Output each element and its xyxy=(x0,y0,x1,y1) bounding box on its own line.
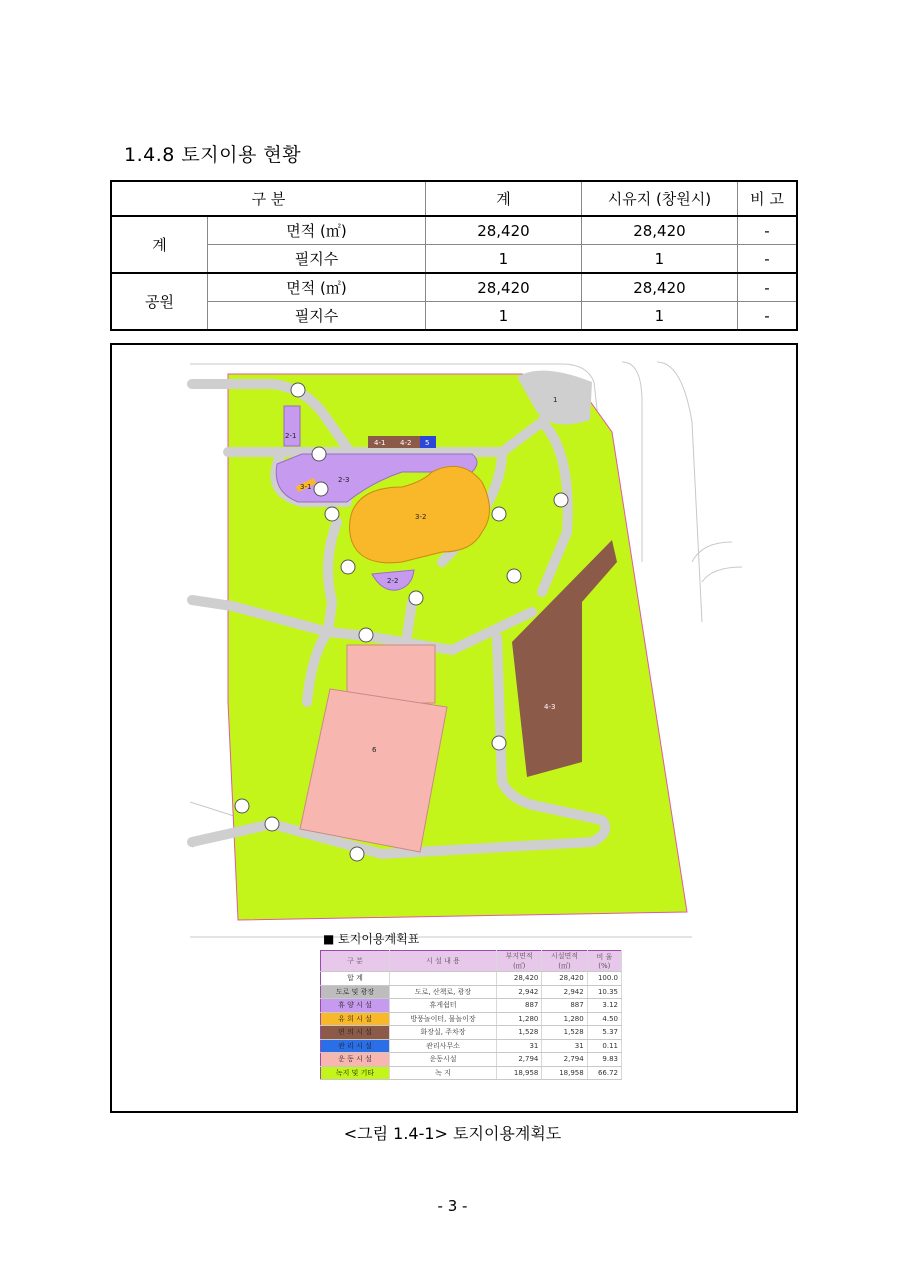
rest-marker-icon xyxy=(325,507,339,521)
rest-marker-icon xyxy=(314,482,328,496)
rest-marker-icon xyxy=(492,736,506,750)
legend-row xyxy=(321,1012,622,1026)
legend-facility-area: 1,528 xyxy=(542,1026,587,1040)
zone-2-1 xyxy=(284,406,300,446)
rest-marker-icon xyxy=(312,447,326,461)
cell-note: - xyxy=(737,245,797,274)
rest-marker-icon xyxy=(341,560,355,574)
zone-label: 2-1 xyxy=(285,432,297,440)
legend-category: 휴 양 시 설 xyxy=(321,999,390,1013)
legend-row xyxy=(321,1026,622,1040)
legend-ratio: 100.0 xyxy=(587,972,621,986)
legend-site-area: 18,958 xyxy=(497,1066,542,1080)
table-header-row xyxy=(111,181,797,216)
table-row xyxy=(111,273,797,302)
legend-description: 화장실, 주차장 xyxy=(390,1026,497,1040)
legend-ratio: 66.72 xyxy=(587,1066,621,1080)
rest-marker-icon xyxy=(492,507,506,521)
zone-label: 2-3 xyxy=(338,476,350,484)
legend-row xyxy=(321,999,622,1013)
row-label: 면적 (㎡) xyxy=(208,216,426,245)
table-row xyxy=(111,216,797,245)
legend-header: 시설면적(㎡) xyxy=(542,951,587,972)
land-use-table xyxy=(110,180,798,331)
legend-ratio: 3.12 xyxy=(587,999,621,1013)
row-label: 필지수 xyxy=(208,302,426,331)
header-city-land: 시유지 (창원시) xyxy=(581,181,737,216)
legend-ratio: 10.35 xyxy=(587,985,621,999)
legend-ratio: 9.83 xyxy=(587,1053,621,1067)
figure-caption: <그림 1.4-1> 토지이용계획도 xyxy=(343,1124,562,1143)
legend-header: 비 율(%) xyxy=(587,951,621,972)
header-total: 계 xyxy=(425,181,581,216)
legend-site-area: 887 xyxy=(497,999,542,1013)
legend-facility-area: 31 xyxy=(542,1039,587,1053)
cell-note: - xyxy=(737,216,797,245)
zone-label: 2-2 xyxy=(387,577,399,585)
legend-category: 편 의 시 설 xyxy=(321,1026,390,1040)
legend-category: 합 계 xyxy=(321,972,390,986)
row-label: 필지수 xyxy=(208,245,426,274)
legend-ratio: 0.11 xyxy=(587,1039,621,1053)
cell-total: 1 xyxy=(425,245,581,274)
legend-header: 부지면적(㎡) xyxy=(497,951,542,972)
legend-site-area: 2,794 xyxy=(497,1053,542,1067)
legend-row xyxy=(321,1066,622,1080)
legend-site-area: 1,528 xyxy=(497,1026,542,1040)
legend-description: 방풍놀이터, 물놀이장 xyxy=(390,1012,497,1026)
header-note: 비 고 xyxy=(737,181,797,216)
rest-marker-icon xyxy=(265,817,279,831)
table-row xyxy=(111,302,797,331)
legend-header: 구 분 xyxy=(321,951,390,972)
section-heading: 1.4.8 토지이용 현황 xyxy=(124,144,302,166)
legend-category: 관 리 시 설 xyxy=(321,1039,390,1053)
legend-body xyxy=(321,972,622,1080)
zone-label: 6 xyxy=(372,746,377,754)
rest-marker-icon xyxy=(409,591,423,605)
group-label: 공원 xyxy=(111,273,208,330)
rest-marker-icon xyxy=(350,847,364,861)
legend-facility-area: 28,420 xyxy=(542,972,587,986)
rest-marker-icon xyxy=(291,383,305,397)
land-use-plan-legend-table xyxy=(320,950,622,1080)
legend-title: ■ 토지이용계획표 xyxy=(323,932,420,946)
rest-marker-icon xyxy=(507,569,521,583)
zone-label: 3-1 xyxy=(300,483,312,491)
legend-row xyxy=(321,1053,622,1067)
legend-description: 녹 지 xyxy=(390,1066,497,1080)
legend-row xyxy=(321,1039,622,1053)
zone-label: 5 xyxy=(425,439,430,447)
zone-label: 1 xyxy=(553,396,558,404)
cell-city: 28,420 xyxy=(581,216,737,245)
row-label: 면적 (㎡) xyxy=(208,273,426,302)
cell-total: 28,420 xyxy=(425,273,581,302)
page-number: - 3 - xyxy=(437,1197,468,1215)
legend-ratio: 5.37 xyxy=(587,1026,621,1040)
legend-category: 도로 및 광장 xyxy=(321,985,390,999)
legend-description: 휴게쉼터 xyxy=(390,999,497,1013)
legend-category: 운 동 시 설 xyxy=(321,1053,390,1067)
legend-site-area: 28,420 xyxy=(497,972,542,986)
table-row xyxy=(111,245,797,274)
cell-city: 1 xyxy=(581,302,737,331)
legend-facility-area: 18,958 xyxy=(542,1066,587,1080)
group-label: 계 xyxy=(111,216,208,273)
legend-site-area: 2,942 xyxy=(497,985,542,999)
cell-city: 1 xyxy=(581,245,737,274)
cell-total: 1 xyxy=(425,302,581,331)
legend-description: 운동시설 xyxy=(390,1053,497,1067)
rest-marker-icon xyxy=(554,493,568,507)
legend-facility-area: 1,280 xyxy=(542,1012,587,1026)
legend-description: 도로, 산책로, 광장 xyxy=(390,985,497,999)
legend-row xyxy=(321,972,622,986)
legend-site-area: 31 xyxy=(497,1039,542,1053)
zone-label: 4-1 xyxy=(374,439,386,447)
cell-city: 28,420 xyxy=(581,273,737,302)
legend-category: 유 희 시 설 xyxy=(321,1012,390,1026)
legend-ratio: 4.50 xyxy=(587,1012,621,1026)
legend-facility-area: 2,942 xyxy=(542,985,587,999)
zone-label: 4-3 xyxy=(544,703,556,711)
legend-header: 시 설 내 용 xyxy=(390,951,497,972)
legend-description xyxy=(390,972,497,986)
legend-site-area: 1,280 xyxy=(497,1012,542,1026)
legend-facility-area: 887 xyxy=(542,999,587,1013)
cell-note: - xyxy=(737,273,797,302)
legend-row xyxy=(321,985,622,999)
legend-header-row xyxy=(321,951,622,972)
rest-marker-icon xyxy=(235,799,249,813)
header-category: 구 분 xyxy=(111,181,425,216)
zone-label: 3-2 xyxy=(415,513,427,521)
cell-total: 28,420 xyxy=(425,216,581,245)
legend-facility-area: 2,794 xyxy=(542,1053,587,1067)
legend-description: 관리사무소 xyxy=(390,1039,497,1053)
zone-label: 4-2 xyxy=(400,439,412,447)
cell-note: - xyxy=(737,302,797,331)
rest-marker-icon xyxy=(359,628,373,642)
legend-category: 녹지 및 기타 xyxy=(321,1066,390,1080)
